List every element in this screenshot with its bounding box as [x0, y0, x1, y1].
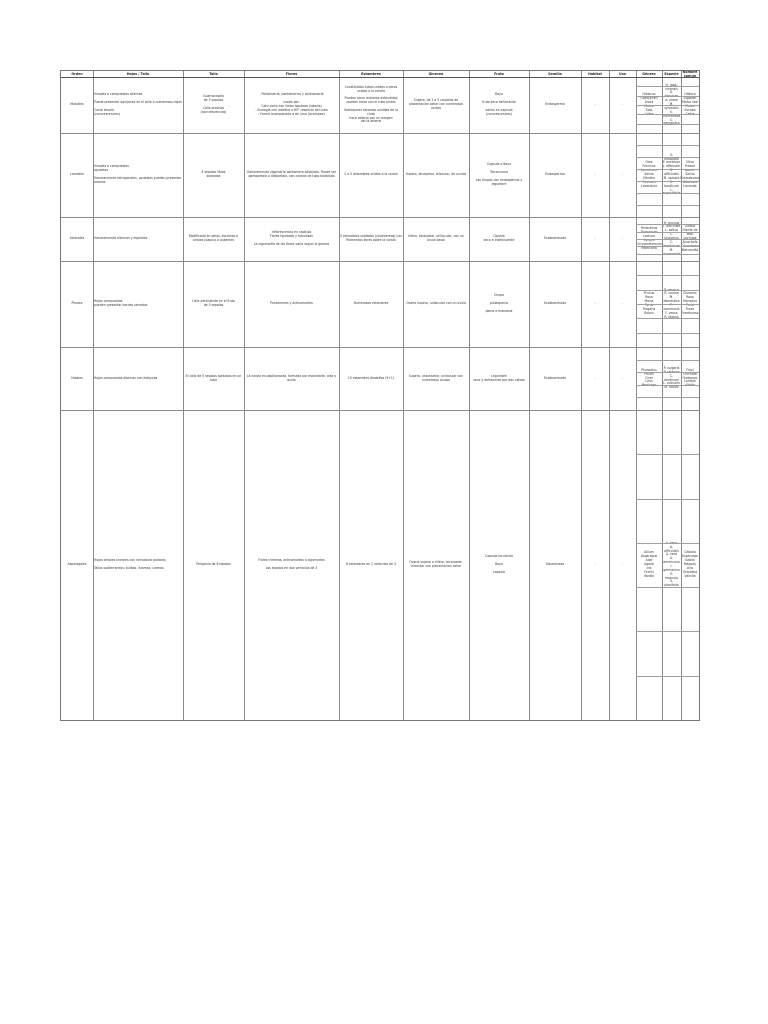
table-cell-semilla: Endosperma: [545, 102, 565, 107]
column-divider: [339, 71, 340, 720]
table-cell-comun: Cebolla Esparrago Sabila Maguey Lirio Orquidea Vainilla: [682, 550, 698, 578]
column-divider: [403, 71, 404, 720]
sub-row-divider: [636, 676, 699, 677]
table-cell-hojas: Simples o compuestas opuestas Generalmente tetragonales, opuestas pueden presentar aromas: [94, 164, 182, 184]
sub-row-divider: [636, 157, 699, 158]
column-header-gineceo: Gineceo: [428, 71, 444, 76]
sub-row-divider: [636, 372, 699, 373]
sub-row-divider: [636, 385, 699, 386]
table-cell-estambres: Numerosos estambres: [353, 301, 389, 306]
table-cell-flores: Pentameras y actinomorfas: [270, 301, 313, 306]
column-divider: [581, 71, 582, 720]
table-cell-semilla: Exalbuminada: [543, 301, 567, 306]
table-cell-hojas: Simples o compuestas alternas Puede presentar aguijones en el tallo o numerosas hojas Caule simple (concrescencias): [94, 92, 182, 116]
column-header-especie: Especie: [664, 71, 679, 76]
table-cell-comun: Olivo Fresno Jazmin Salvia Hierbabuena Albahaca Lavanda: [680, 160, 700, 188]
table-cell-semilla: Exalbuminada: [543, 375, 567, 380]
table-cell-especie: P. vulgaris P. sativum C. arietinum L. culinaris M. sativa: [663, 365, 680, 390]
table-cell-habitat: -: [594, 301, 596, 306]
sub-row-divider: [636, 193, 699, 194]
sub-row-divider: [636, 224, 699, 225]
table-cell-comun: Frijol Chicharo Garbanzo Lenteja Alfalfa: [682, 367, 698, 388]
sub-row-divider: [636, 169, 699, 170]
sub-row-divider: [636, 275, 699, 276]
table-cell-habitat: -: [594, 102, 596, 107]
column-header-estambres: Estambres: [361, 71, 381, 76]
column-header-habitat: Habitat: [588, 71, 602, 76]
table-cell-especie: H. rosa-sinensis G. hirsutum A. rosea M. sylvestris S. rhombifolia C. pentandra: [662, 82, 681, 126]
sub-row-divider: [636, 96, 699, 97]
table-cell-habitat: -: [594, 172, 596, 177]
table-cell-uso: -: [621, 301, 624, 306]
table-cell-comun: Girasol Diente de leon Lechuga Alcachofa Crisantemo Manzanilla: [681, 224, 699, 252]
table-cell-hojas: Generalmente alternas y espirales: [94, 236, 148, 241]
sub-row-divider: [636, 254, 699, 255]
table-cell-tallo: 4 sepalos libres soldados: [201, 170, 226, 178]
sub-row-divider: [636, 397, 699, 398]
table-cell-estambres: Constituidos tubos unidos a pares unidos a la corolla Pueden tener estomas extendidos pueden estar con el tubo pistilo Sobreponer estomas ovoidea de la cinta hace abierta por un margen del la anteral: [344, 84, 398, 124]
table-cell-flores: Flores trimeras, actinomorfas o zigomorfas Los tepalos en dos verticilos de 3: [258, 558, 325, 570]
document-table: [60, 70, 700, 721]
row-divider: [61, 217, 699, 218]
row-divider: [61, 261, 699, 262]
table-cell-fruto: Capsula loculicida Baya capsula: [485, 554, 513, 574]
column-divider: [93, 71, 94, 720]
table-cell-estambres: 5 estambres soldados (sinantereos) con filamentos libres sobre la corola: [340, 234, 402, 242]
sub-row-divider: [636, 360, 699, 361]
table-cell-flores: - Polisimetria, pentamerica y actinomorfa usado por: Caliz corto con limbo lobulado (lobelia) - Ecologia con labelina a 60° respecto del tubo - Forma acampanada a de urna (Acampea): [255, 92, 328, 116]
table-cell-estambres: 10 estambres diadelfos (9+1): [347, 375, 395, 380]
table-cell-tallo: Caliz persistente en el fruto de 5 sepalos: [192, 299, 235, 307]
table-cell-flores: La corola es papilionacea, formada por estandarte, alas y quilla: [246, 373, 337, 382]
table-cell-uso: -: [621, 562, 624, 567]
table-cell-flores: Generalmente zigomorfa pentamera bilabiada. Puede ser gamopetala o dialipetala, con corolas de tubo bilabiado: [246, 170, 337, 178]
sub-row-divider: [636, 318, 699, 319]
table-cell-fruto: Cipsela seco e indehiscente: [483, 234, 515, 242]
table-cell-fruto: Capsula o Baya Tetranucula Las drupas con endosperma y legumbre: [475, 162, 523, 186]
sub-row-divider: [636, 205, 699, 206]
table-cell-especie: H. annuus T. officinale L. sativa C. scolymus C. morifolium M. chamomilla: [662, 220, 681, 256]
sub-row-divider: [636, 631, 699, 632]
table-cell-especie: O. europaea F. excelsior J. officinale S. officinalis M. spicata O. basilicum L. angustifolia: [662, 152, 681, 196]
table-cell-gineceo: Supero, bicarpelar, bilocular, de ovulos: [405, 172, 467, 177]
row-divider: [61, 133, 699, 134]
sub-row-divider: [636, 290, 699, 291]
table-cell-tallo: Guarnoceptio de 5 sepalos Caliz provisto (concrescencias): [200, 94, 227, 114]
table-cell-genero: Allium Asparagus Aloe Agave Iris Orchis Vanilla: [640, 550, 658, 578]
table-cell-uso: -: [621, 236, 624, 241]
column-divider: [529, 71, 530, 720]
table-cell-order: Fabales: [71, 375, 83, 380]
sub-row-divider: [636, 333, 699, 334]
table-cell-gineceo: Ovario supero, unilocular con un ovulo: [406, 301, 466, 306]
table-cell-fruto: Baya fruto seco dehiscente varios en capsula (concrescencias): [482, 92, 516, 116]
table-cell-hojas: Hojas compuestas pueden presentar bordes serrados: [94, 299, 148, 307]
table-cell-hojas: Hojas simples lineares con nervadura paralela Tallos subterraneos: bulbos, rizomas, cormos: [94, 558, 166, 570]
table-cell-genero: Prunus Rosa Malus Pyrus Fragaria Rubus: [642, 291, 656, 315]
table-cell-order: Malvales: [70, 102, 84, 107]
table-cell-genero: Helianthus Taraxacum Lactuca Cynara Chrysanthemum Matricaria: [636, 226, 662, 250]
table-cell-genero: Phaseolus Pisum Cicer Lens Medicago: [641, 367, 657, 388]
table-cell-tallo: Perigonio de 6 tepalos: [196, 562, 231, 567]
sub-row-divider: [636, 114, 699, 115]
row-divider: [61, 410, 699, 411]
column-header-comun: Nombre común: [682, 69, 698, 78]
table-cell-semilla: Exalbuminada: [543, 236, 567, 241]
table-cell-gineceo: Infero, bicarpelar, unilocular, con un ovulo basal: [407, 234, 465, 242]
column-header-tallo: Tallo: [209, 71, 218, 76]
sub-row-divider: [636, 181, 699, 182]
table-cell-order: Pinales: [71, 301, 83, 306]
table-cell-genero: Hibiscus Gossypium Alcea Malva Sida Ceiba: [640, 92, 658, 116]
sub-row-divider: [636, 543, 699, 544]
column-header-semilla: Semilla: [548, 71, 562, 76]
sub-row-divider: [636, 145, 699, 146]
column-header-order: Orden: [71, 71, 83, 76]
column-header-genero: Género: [642, 71, 656, 76]
table-cell-habitat: -: [594, 236, 596, 241]
table-cell-especie: P. persica R. canina M. domestica P. communis F. vesca R. idaeus: [663, 287, 680, 319]
column-divider: [469, 71, 470, 720]
table-cell-hojas: Hojas compuestas alternas con estipulas: [94, 375, 158, 380]
sub-row-divider: [636, 86, 699, 87]
sub-row-divider: [636, 124, 699, 125]
table-cell-semilla: Endosperma: [545, 172, 565, 177]
table-cell-order: Asparagales: [67, 562, 87, 567]
table-cell-uso: -: [621, 375, 624, 380]
table-cell-gineceo: Supero, unicarpelar, unilocular con numerosos ovulos: [408, 373, 464, 382]
table-cell-fruto: Legumbre seco y dehiscente por dos valvas: [473, 373, 525, 382]
table-cell-especie: A. cepa A. officinalis A. vera A. americana I. germanica O. mascula V. planifolia: [663, 540, 680, 588]
table-cell-genero: Olea Fraxinus Jasminum Salvia Mentha Ocimum Lavandula: [641, 160, 657, 188]
column-divider: [244, 71, 245, 720]
sub-row-divider: [636, 239, 699, 240]
column-header-flores: Flores: [285, 71, 298, 76]
sub-row-divider: [636, 105, 699, 106]
column-divider: [183, 71, 184, 720]
sub-row-divider: [636, 499, 699, 500]
column-header-fruto: Fruto: [494, 71, 504, 76]
column-divider: [609, 71, 610, 720]
table-cell-tallo: Modificado en pelos, escamas o aristas (papus) o ausentes: [188, 234, 239, 242]
sub-row-divider: [636, 232, 699, 233]
table-cell-uso: -: [621, 102, 624, 107]
table-cell-comun: Durazno Rosa Manzano Peral Fresa Frambuesa: [681, 291, 699, 315]
table-cell-uso: -: [621, 172, 624, 177]
table-cell-flores: Inflorescencia en capitulo Flores liguladas y tubulosas La zigomorfia de las flores varia segun el genero: [253, 230, 330, 246]
table-cell-gineceo: Supero, de 2 a 5 carpelos de placentacion axilar con numerosos ovulos: [409, 98, 463, 110]
table-cell-estambres: 2 a 5 estambres unidos a la corola: [344, 172, 398, 177]
table-cell-tallo: El caliz de 5 sepalos soldados en un tubo: [185, 373, 242, 382]
table-cell-order: Lamiales: [70, 172, 84, 177]
table-cell-estambres: 6 estambres en 2 verticilos de 3: [346, 562, 396, 567]
table-cell-order: Asterales: [69, 236, 85, 241]
column-header-hojas: Hojas / Tallo: [126, 71, 150, 76]
row-divider: [61, 347, 699, 348]
table-cell-semilla: Albuminada: [545, 562, 565, 567]
table-cell-fruto: Drupa poliaquenio pomo o manzana: [485, 293, 513, 313]
table-cell-gineceo: Ovario supero o infero, tricarpelar, trilocular con placentacion axilar: [409, 560, 463, 568]
sub-row-divider: [636, 304, 699, 305]
table-cell-habitat: -: [594, 375, 596, 380]
sub-row-divider: [636, 246, 699, 247]
row-divider: [61, 77, 699, 78]
table-cell-comun: Hibisco Algodon Malva real Malva Escoba Ceiba: [682, 92, 698, 116]
column-header-uso: Uso: [619, 71, 626, 76]
table-cell-habitat: -: [594, 562, 596, 567]
sub-row-divider: [636, 587, 699, 588]
sub-row-divider: [636, 454, 699, 455]
